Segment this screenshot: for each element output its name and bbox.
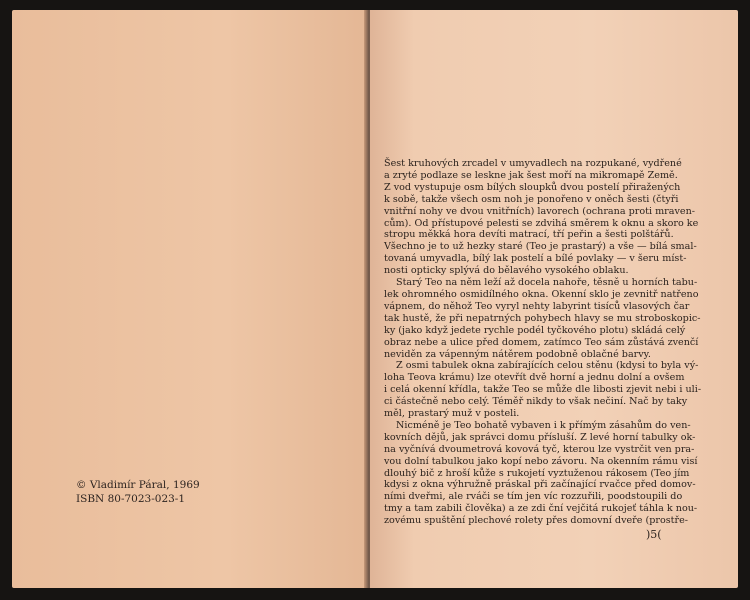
text-line: zovému spuštění plechové rolety přes domovní dveře (prostře- <box>384 515 689 527</box>
text-line: kdysi z okna výhružně práskal při začínající rvačce před domov- <box>384 479 696 491</box>
text-line: obraz nebe a ulice před domem, zatímco Teo sám zůstává zvenčí <box>384 336 699 348</box>
text-line: ky (jako když jedete rychle podél tyčkového plotu) skládá celý <box>384 324 686 336</box>
text-line: Starý Teo na něm leží až docela nahoře, těsně u horních tabu- <box>396 277 698 289</box>
text-line: nosti opticky splývá do bělavého vysokého oblaku. <box>384 265 629 277</box>
text-line: kovních dějů, jak správci domu přísluší. Z levé horní tabulky ok- <box>384 431 696 443</box>
text-line: na vyčnívá dvoumetrová kovová tyč, kterou lze vystrčit ven pra- <box>384 443 695 455</box>
left-page <box>12 10 368 588</box>
text-line: neviděn za vápenným nátěrem podobně oblačné barvy. <box>384 348 651 360</box>
text-line: lek ohromného osmidílného okna. Okenní sklo je zevnitř natřeno <box>384 288 699 300</box>
text-line: i celá okenní křídla, takže Teo se může dle libosti zjevit nebi i uli- <box>384 384 702 396</box>
text-line: tovaná umyvadla, bílý lak postelí a bílé povlaky — v šeru míst- <box>384 253 687 265</box>
text-line: stropu měkká hora devíti matrací, tří peřin a šesti polštářů. <box>384 229 674 241</box>
text-line: Všechno je to už hezky staré (Teo je prastarý) a vše — bílá smal- <box>384 241 697 253</box>
text-line: vápnem, do něhož Teo vyryl nehty labyrint tisíců vlasových čar <box>384 300 690 312</box>
imprint-block <box>76 478 200 506</box>
copyright-notice: © Vladimír Páral, 1969 <box>76 479 200 491</box>
text-line: cům). Od přístupové pelesti se zdvihá směrem k oknu a skoro ke <box>384 217 699 229</box>
text-line: Z vod vystupuje osm bílých sloupků dvou postelí přiražených <box>384 181 681 193</box>
text-line: dlouhý bič z hroší kůže s rukojetí vyztuženou rákosem (Teo jím <box>384 467 690 479</box>
text-line: tmy a tam zabili člověka) a ze zdi ční vejčitá rukojeť táhla k nou- <box>384 503 698 515</box>
text-line: vnitřní nohy ve dvou vnitřních) lavorech (ochrana proti mraven- <box>384 205 695 217</box>
text-line: Z osmi tabulek okna zabírajících celou stěnu (kdysi to byla vý- <box>396 360 699 372</box>
text-line: ními dveřmi, ale rváči se tím jen víc rozzuřili, poodstoupili do <box>384 491 683 503</box>
isbn-line: ISBN 80-7023-023-1 <box>76 493 186 505</box>
right-page <box>370 10 738 588</box>
text-line: k sobě, takže všech osm noh je ponořeno v oněch šesti (čtyři <box>384 193 679 205</box>
text-line: ci částečně nebo celý. Téměř nikdy to však nečiní. Nač by taky <box>384 396 688 408</box>
text-line: Šest kruhových zrcadel v umyvadlech na rozpukané, vydřené <box>384 158 682 169</box>
text-line: tak hustě, že při nepatrných pohybech hlavy se mu stroboskopic- <box>384 312 701 324</box>
text-line: vou dolní tabulkou jako kopí nebo závoru. Na okenním rámu visí <box>384 455 698 467</box>
text-line: a zryté podlaze se leskne jak šest moří na mikromapě Země. <box>384 169 678 181</box>
text-line: loha Teova krámu) lze otevřít dvě horní a jednu dolní a ovšem <box>384 372 685 384</box>
page-number: )5( <box>646 528 662 541</box>
text-line: měl, prastarý muž v posteli. <box>384 408 520 420</box>
body-text <box>384 158 702 527</box>
text-line: Nicméně je Teo bohatě vybaven i k přímým zásahům do ven- <box>396 419 691 431</box>
